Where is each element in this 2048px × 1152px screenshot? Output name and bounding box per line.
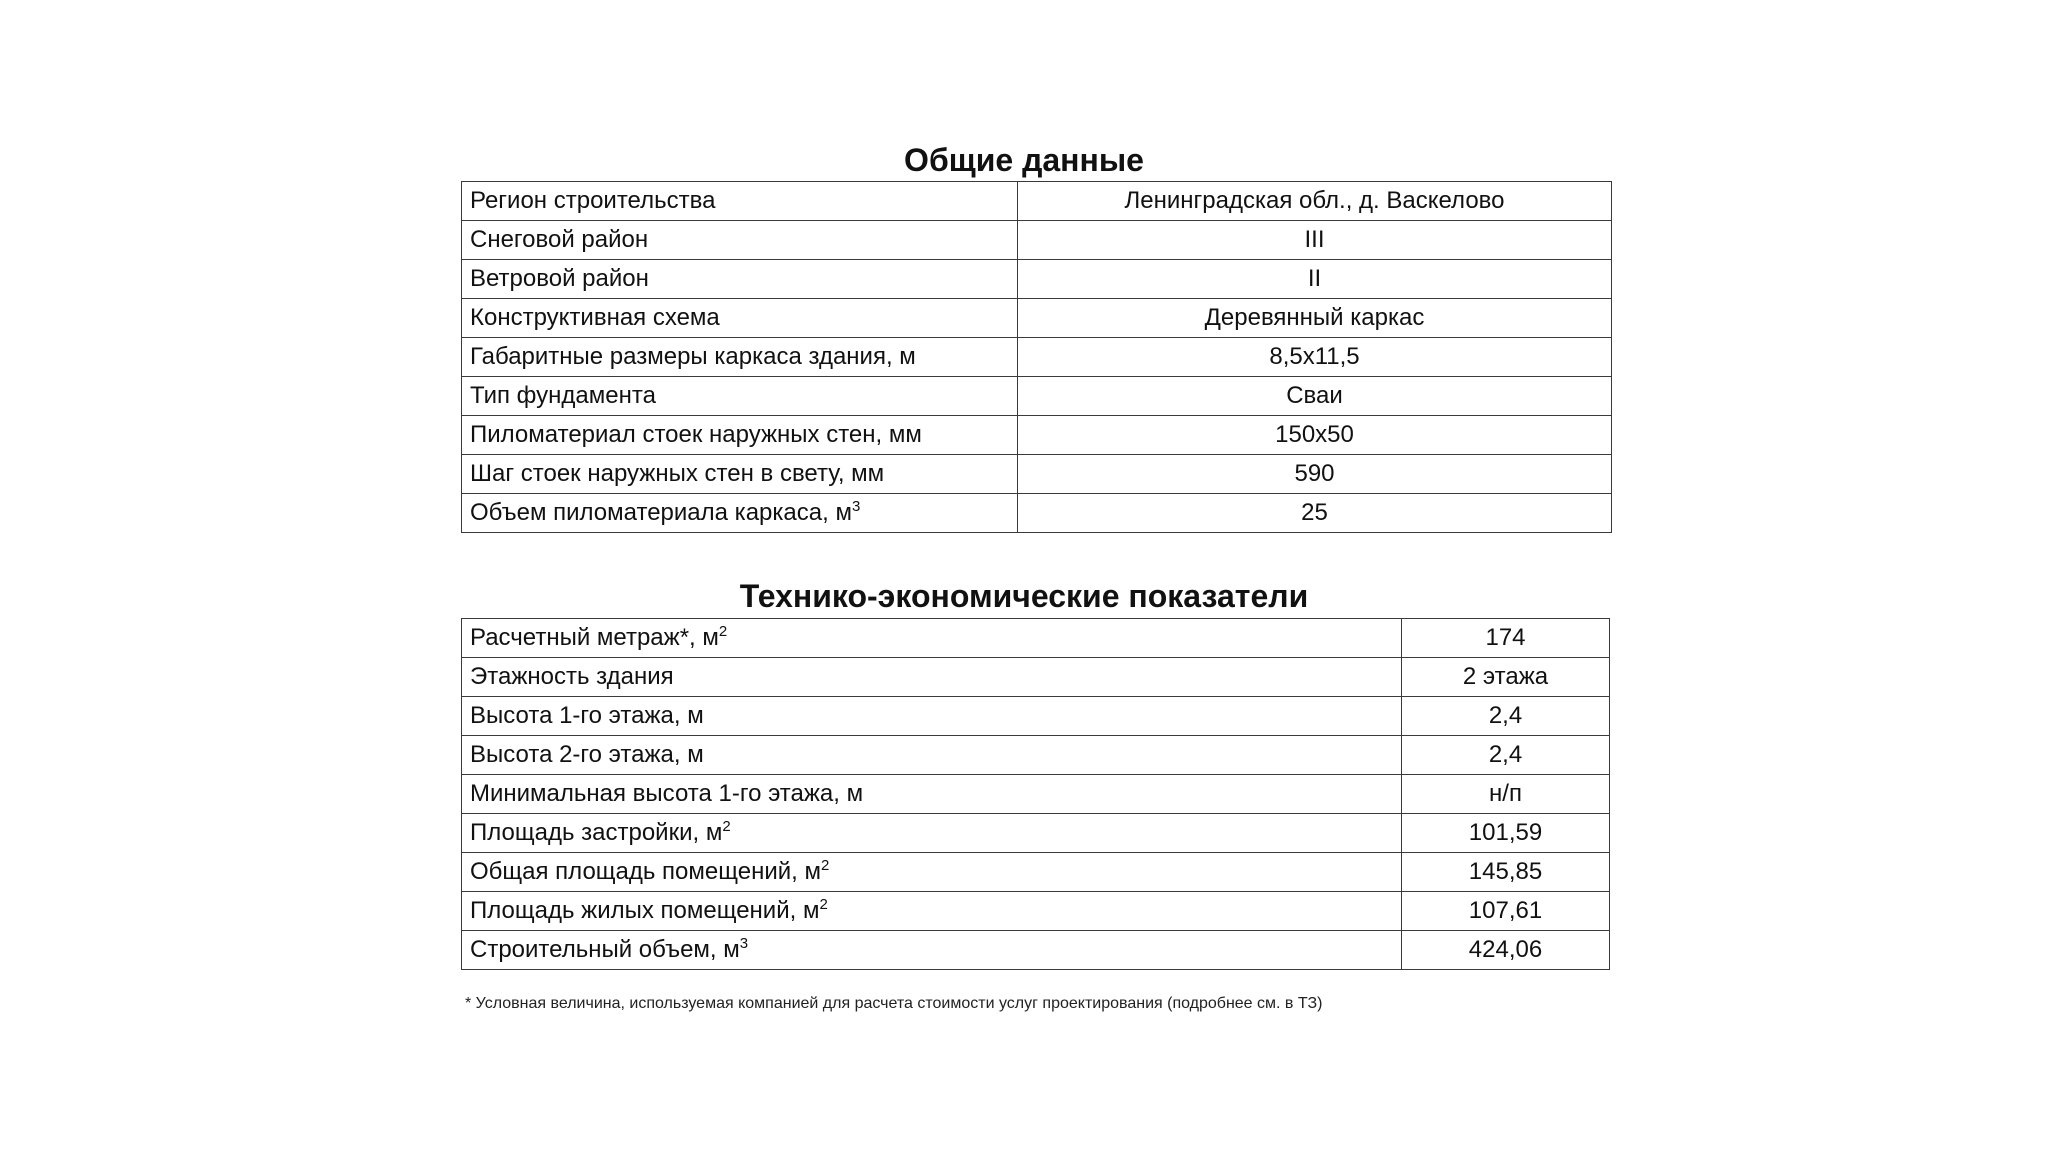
row-label-text: Тип фундамента (470, 382, 656, 409)
row-value: 101,59 (1402, 814, 1610, 853)
row-label (462, 775, 1402, 814)
unit-superscript: 2 (819, 896, 828, 913)
row-label (462, 494, 1018, 533)
row-label-text: Общая площадь помещений, м (470, 858, 821, 885)
row-value: 424,06 (1402, 931, 1610, 970)
row-label-text: Габаритные размеры каркаса здания, м (470, 343, 916, 370)
row-value: Деревянный каркас (1018, 299, 1612, 338)
row-value: II (1018, 260, 1612, 299)
table-row (462, 455, 1612, 494)
table-row (462, 299, 1612, 338)
table-row (462, 416, 1612, 455)
table-row (462, 697, 1610, 736)
row-value: 107,61 (1402, 892, 1610, 931)
row-label-text: Площадь жилых помещений, м (470, 897, 820, 924)
row-label (462, 455, 1018, 494)
row-value: 590 (1018, 455, 1612, 494)
tep-table (461, 618, 1610, 970)
unit-superscript: 3 (851, 498, 861, 515)
row-label-text: Объем пиломатериала каркаса, м (470, 499, 852, 526)
row-label (462, 338, 1018, 377)
table-row (462, 494, 1612, 533)
row-value: Ленинградская обл., д. Васкелово (1018, 182, 1612, 221)
row-value: 174 (1402, 619, 1610, 658)
row-label (462, 658, 1402, 697)
table-row (462, 260, 1612, 299)
row-label (462, 619, 1402, 658)
row-label (462, 260, 1018, 299)
table-row (462, 377, 1612, 416)
row-value: 2 этажа (1402, 658, 1610, 697)
row-label-text: Снеговой район (470, 226, 649, 253)
general-data-table (461, 181, 1612, 533)
general-data-title: Общие данные (904, 142, 1144, 178)
table-row (462, 619, 1610, 658)
row-label (462, 182, 1018, 221)
tep-title: Технико-экономические показатели (739, 578, 1309, 614)
row-label-text: Ветровой район (470, 265, 649, 292)
unit-superscript: 2 (820, 857, 830, 874)
row-label-text: Пиломатериал стоек наружных стен, мм (470, 421, 922, 448)
table-row (462, 658, 1610, 697)
row-value: 150x50 (1018, 416, 1612, 455)
row-value: III (1018, 221, 1612, 260)
row-label (462, 931, 1402, 970)
table-row (462, 814, 1610, 853)
table-row (462, 892, 1610, 931)
row-label-text: Площадь застройки, м (470, 819, 723, 846)
table-row (462, 338, 1612, 377)
row-label-text: Высота 2-го этажа, м (470, 741, 704, 768)
row-label-text: Высота 1-го этажа, м (470, 702, 704, 729)
row-value: 2,4 (1402, 697, 1610, 736)
row-value: 2,4 (1402, 736, 1610, 775)
unit-superscript: 3 (739, 935, 749, 952)
table-row (462, 736, 1610, 775)
table-row (462, 221, 1612, 260)
row-label-text: Регион строительства (470, 187, 716, 214)
row-label (462, 892, 1402, 931)
row-label-text: Строительный объем, м (470, 936, 740, 963)
unit-superscript: 2 (718, 623, 728, 640)
row-value: 25 (1018, 494, 1612, 533)
table-row (462, 775, 1610, 814)
row-value: Сваи (1018, 377, 1612, 416)
row-label-text: Минимальная высота 1-го этажа, м (470, 780, 864, 807)
row-label (462, 221, 1018, 260)
row-label-text: Шаг стоек наружных стен в свету, мм (470, 460, 885, 487)
table-row (462, 182, 1612, 221)
row-label-text: Расчетный метраж*, м (470, 624, 719, 651)
row-label (462, 377, 1018, 416)
table-row (462, 853, 1610, 892)
unit-superscript: 2 (722, 818, 731, 835)
row-label-text: Конструктивная схема (470, 304, 720, 331)
table-row (462, 931, 1610, 970)
row-label (462, 299, 1018, 338)
row-label (462, 853, 1402, 892)
row-label (462, 814, 1402, 853)
row-label-text: Этажность здания (470, 663, 674, 690)
row-label (462, 416, 1018, 455)
row-value: 145,85 (1402, 853, 1610, 892)
row-value: 8,5x11,5 (1018, 338, 1612, 377)
row-label (462, 736, 1402, 775)
footnote: * Условная величина, используемая компанией для расчета стоимости услуг проектирования (подробнее см. в ТЗ) (465, 995, 1323, 1012)
row-value: н/п (1402, 775, 1610, 814)
row-label (462, 697, 1402, 736)
